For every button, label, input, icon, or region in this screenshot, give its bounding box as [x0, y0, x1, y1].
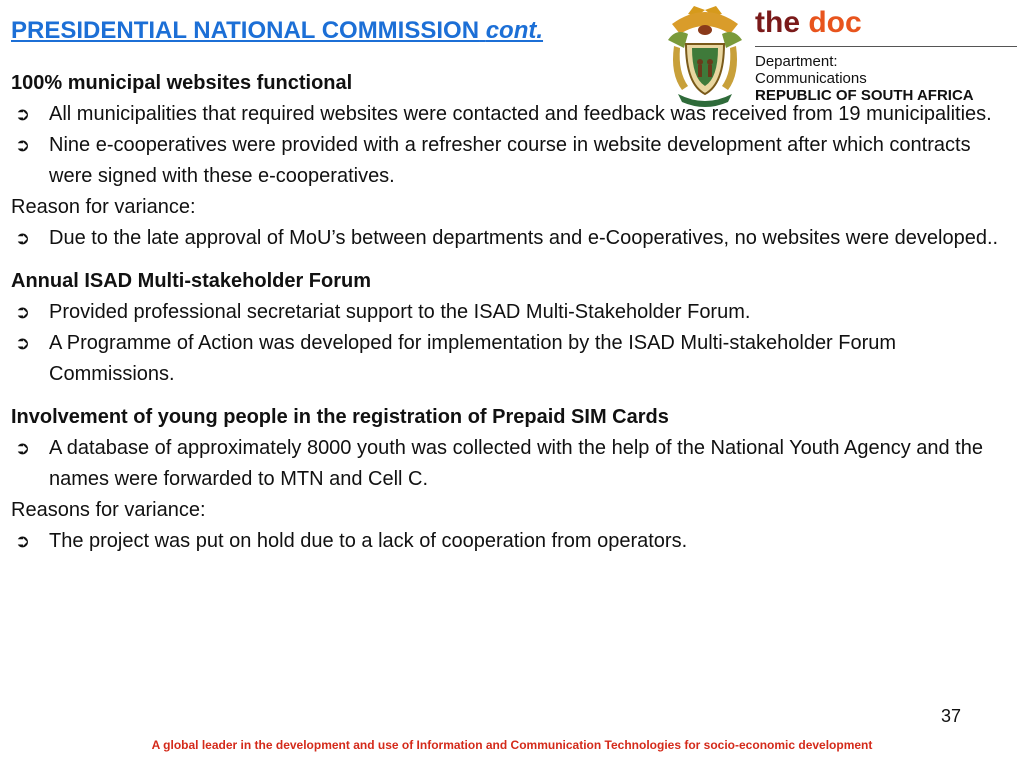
- list-item-text: Provided professional secretariat support to the ISAD Multi-Stakeholder Forum.: [49, 301, 751, 323]
- list-item-text: Nine e-cooperatives were provided with a refresher course in website development after which contracts were signed with these e-cooperatives.: [49, 134, 971, 187]
- logo-the: the: [755, 6, 800, 39]
- list-item-text: Due to the late approval of MoU’s between departments and e-Cooperatives, no websites were developed..: [49, 227, 999, 249]
- list-item: [11, 433, 1001, 495]
- the-doc-logo: [755, 6, 1017, 40]
- logo-doc: doc: [808, 6, 862, 39]
- dept-name: Communications: [755, 70, 867, 87]
- bullet-icon: ➲: [15, 135, 31, 155]
- section-heading: Involvement of young people in the registration of Prepaid SIM Cards: [11, 406, 669, 428]
- list-item: [11, 328, 1001, 390]
- list-item: [11, 526, 1001, 557]
- list-item-text: A Programme of Action was developed for implementation by the ISAD Multi-stakeholder Forum Commissions.: [49, 332, 897, 385]
- variance-label: Reasons for variance:: [11, 499, 206, 521]
- bullet-icon: ➲: [15, 438, 31, 458]
- section-heading: 100% municipal websites functional: [11, 72, 353, 94]
- bullet-icon: ➲: [15, 333, 31, 353]
- list-item: [11, 130, 1001, 192]
- bullet-icon: ➲: [15, 104, 31, 124]
- dept-label: Department:: [755, 53, 838, 70]
- variance-label: Reason for variance:: [11, 196, 196, 218]
- list-item: [11, 297, 1001, 328]
- page-title: [11, 17, 543, 45]
- bullet-icon: ➲: [15, 302, 31, 322]
- bullet-icon: ➲: [15, 531, 31, 551]
- list-item-text: All municipalities that required websites were contacted and feedback was received from 19 municipalities.: [49, 103, 992, 125]
- page-number: 37: [941, 706, 962, 726]
- logo-divider: [755, 46, 1017, 47]
- footer-tagline: A global leader in the development and use of Information and Communication Technologies for socio-economic development: [151, 738, 873, 752]
- section-heading: Annual ISAD Multi-stakeholder Forum: [11, 270, 372, 292]
- list-item-text: The project was put on hold due to a lack of cooperation from operators.: [49, 530, 688, 552]
- slide-content: [11, 68, 1001, 557]
- bullet-icon: ➲: [15, 228, 31, 248]
- country-name: REPUBLIC OF SOUTH AFRICA: [755, 87, 974, 104]
- list-item: [11, 99, 1001, 130]
- title-cont: cont.: [485, 17, 544, 44]
- title-main: PRESIDENTIAL NATIONAL COMMISSION: [11, 17, 480, 44]
- list-item: [11, 223, 1001, 254]
- list-item-text: A database of approximately 8000 youth was collected with the help of the National Youth Agency and the names were forwarded to MTN and Cell C.: [49, 437, 983, 490]
